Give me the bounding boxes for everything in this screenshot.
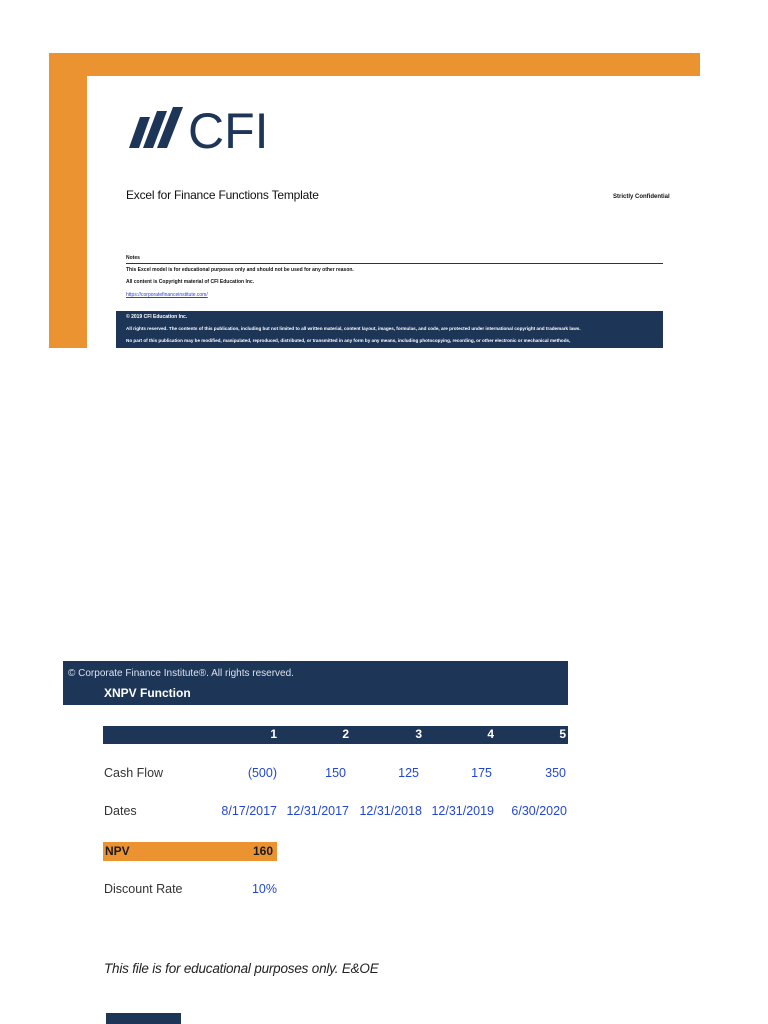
cash-flow-cell[interactable]: (500)	[247, 766, 277, 780]
navy-block	[106, 1013, 181, 1024]
npv-result-row	[103, 842, 277, 861]
copyright-line-3: No part of this publication may be modified, manipulated, reproduced, distributed, or transmitted in any form by any means, including photocopying, recording, or other electronic or mechanical methods,	[126, 338, 571, 343]
dates-label: Dates	[104, 804, 137, 818]
note-line-1: This Excel model is for educational purposes only and should not be used for any other reason.	[126, 267, 354, 273]
period-1: 1	[270, 727, 277, 741]
period-2: 2	[342, 727, 349, 741]
disclaimer-text: This file is for educational purposes only. E&OE	[104, 961, 379, 976]
cash-flow-cell[interactable]: 150	[325, 766, 346, 780]
date-cell[interactable]: 12/31/2017	[286, 804, 349, 818]
document-title: Excel for Finance Functions Template	[126, 188, 319, 202]
website-link[interactable]: https://corporatefinanceinstitute.com/	[126, 292, 208, 298]
notes-divider	[126, 263, 663, 264]
cash-flow-cell[interactable]: 350	[545, 766, 566, 780]
confidential-label: Strictly Confidential	[613, 194, 670, 200]
npv-label: NPV	[105, 844, 130, 858]
date-cell[interactable]: 8/17/2017	[221, 804, 277, 818]
xnpv-banner	[63, 661, 568, 705]
cover-top-accent	[49, 53, 700, 76]
discount-rate-value[interactable]: 10%	[251, 882, 277, 896]
cash-flow-cell[interactable]: 175	[471, 766, 492, 780]
npv-value[interactable]: 160	[252, 844, 273, 858]
period-header-row	[103, 726, 568, 744]
copyright-line-1: © 2019 CFI Education Inc.	[126, 314, 188, 320]
date-cell[interactable]: 6/30/2020	[511, 804, 567, 818]
period-4: 4	[487, 727, 494, 741]
period-5: 5	[559, 727, 566, 741]
section-title: XNPV Function	[104, 686, 191, 700]
logo-wordmark: CFI	[188, 104, 269, 152]
copyright-line-2: All rights reserved. The contents of this publication, including but not limited to all written material, content layout, images, formulas, and code, are protected under international copyright and trademark laws.	[126, 326, 581, 331]
notes-heading: Notes	[126, 255, 140, 261]
cfi-logo	[126, 104, 286, 152]
cash-flow-cell[interactable]: 125	[398, 766, 419, 780]
period-3: 3	[415, 727, 422, 741]
cover-left-accent	[49, 53, 87, 348]
date-cell[interactable]: 12/31/2018	[359, 804, 422, 818]
banner-copyright: © Corporate Finance Institute®. All rights reserved.	[68, 668, 294, 679]
discount-rate-label: Discount Rate	[104, 882, 183, 896]
date-cell[interactable]: 12/31/2019	[431, 804, 494, 818]
cash-flow-label: Cash Flow	[104, 766, 164, 780]
note-line-2: All content is Copyright material of CFI Education Inc.	[126, 279, 255, 285]
copyright-box	[116, 311, 663, 348]
